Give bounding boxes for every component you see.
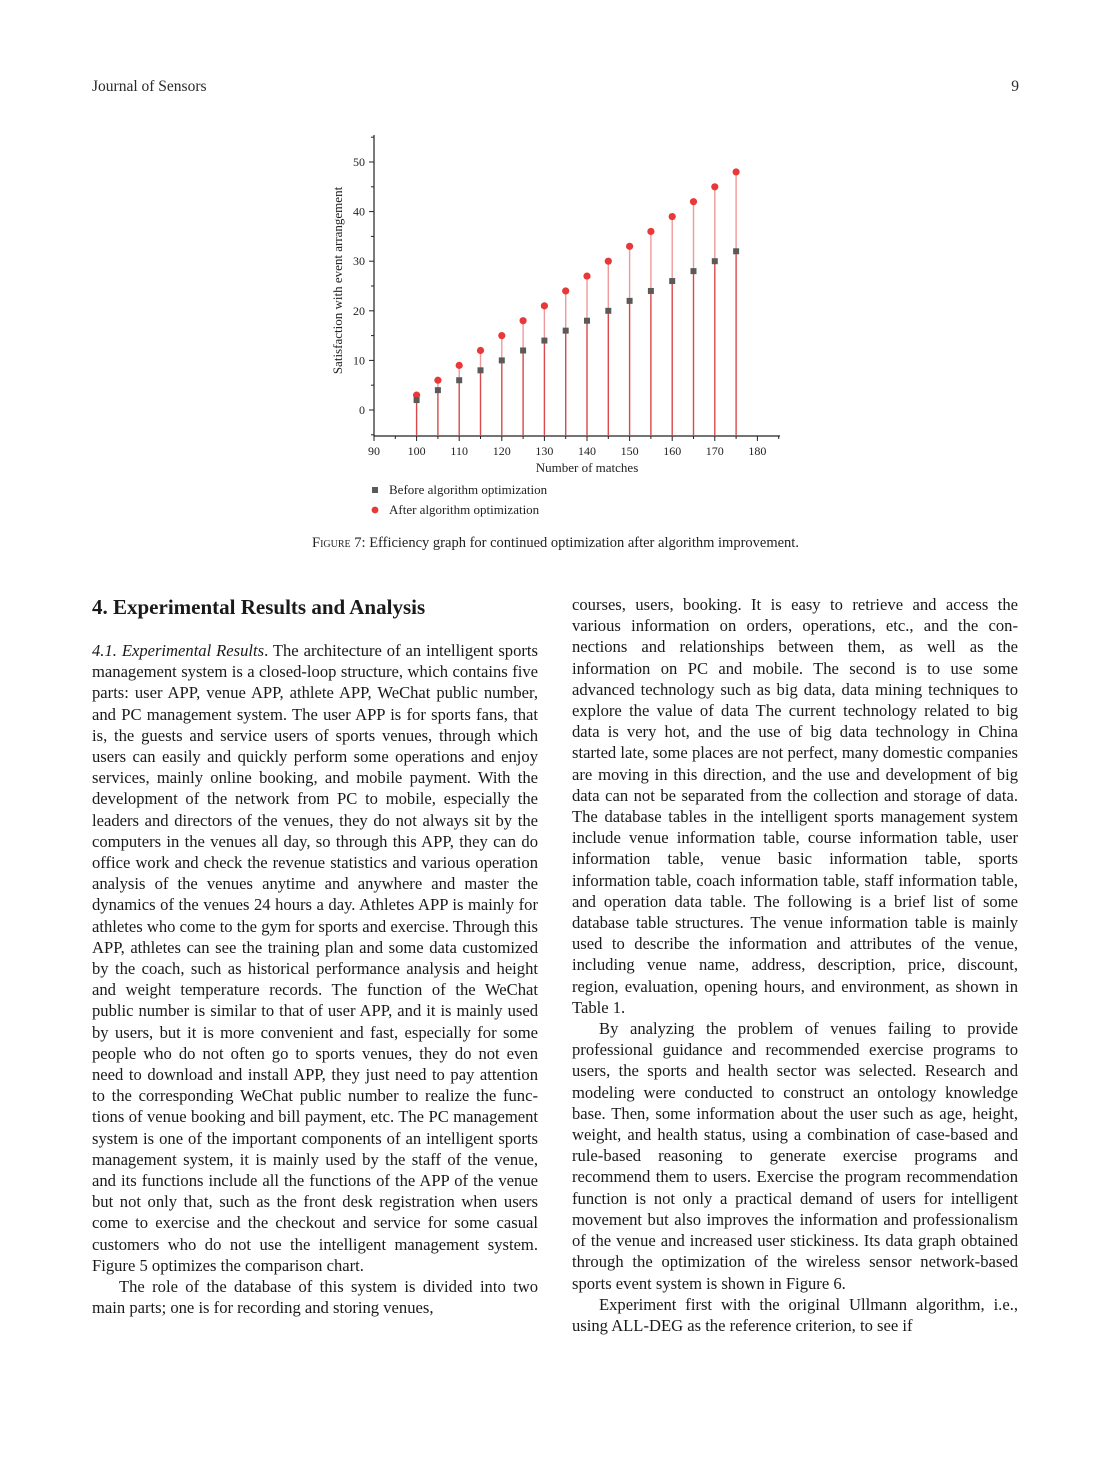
y-tick-label: 20: [353, 303, 365, 318]
x-tick-label: 110: [450, 444, 468, 458]
after-marker: [520, 317, 527, 324]
before-marker: [733, 248, 739, 254]
y-tick-label: 0: [359, 403, 365, 417]
after-marker: [541, 302, 548, 309]
y-axis-label: Satisfaction with event arrangement: [330, 186, 345, 375]
left-column: [92, 594, 538, 1319]
after-marker: [562, 287, 569, 294]
before-marker: [456, 377, 462, 383]
section-title: 4. Experimental Results and Analysis: [92, 595, 426, 619]
after-marker: [626, 243, 633, 250]
after-marker: [583, 272, 590, 279]
figure-caption: [92, 535, 1019, 552]
after-marker: [711, 183, 718, 190]
before-marker: [584, 318, 590, 324]
after-marker: [434, 377, 441, 384]
before-marker: [605, 308, 611, 314]
figure-label: Figure 7:: [312, 535, 366, 551]
legend-circle-icon: [372, 507, 379, 514]
y-tick-label: 40: [353, 204, 365, 219]
before-marker: [712, 258, 718, 264]
legend-after-label: After algorithm optimization: [389, 502, 540, 517]
after-marker: [605, 258, 612, 265]
paragraph: [92, 640, 538, 1276]
before-marker: [669, 278, 675, 284]
y-tick-label: 30: [353, 254, 365, 269]
journal-title: Journal of Sensors: [92, 78, 207, 95]
before-marker: [478, 367, 484, 373]
right-column: [572, 594, 1018, 1336]
running-head: [92, 78, 1019, 100]
legend-square-icon: [372, 487, 378, 493]
paragraph-text: . The architecture of an intelligent sports management system is a closed-loop structure, which contains five parts: user APP, venue APP, athlete APP, WeChat public number, and PC management system. The user APP is for sports fans, that is, the guests and service users of sports venues, through which users can easily and quickly perform some operations and enjoy services, mainly online booking, and mobile payment. With the development of the network from PC to mobile, especially the leaders and directors of the venues, they do not always sit by the computers in the venues all day, so through this APP, they can do office work and check the revenue statistics and various operation analysis of the venues anytime and anywhere and master the dynamics of the venues 24 hours a day. Athletes APP is mainly for athletes who come to the gym for sports and exercise. Through this APP, athletes can see the training plan and some data customized by the coach, such as historical performance analysis and height and weight temperature records. The function of the WeChat public number is similar to that of user APP, and it is mainly used by users, but it is more convenient and fast, especially for some people who do not often go to sports venues, they do not even need to download and install APP, they just need to pay attention to the corresponding WeChat public number to realize the functions of venue booking and bill payment, etc. The PC management system is one of the important components of an intelligent sports management system, it is mainly used by the staff of the venue, and its functions include all the functions of the APP of the venue but not only that, such as the front desk registration when users come to exercise and the checkout and service for some casual customers who do not use the intelligent management system. Figure 5 optimizes the comparison chart.: [92, 641, 538, 1275]
paragraph: courses, users, booking. It is easy to retrieve and access the various information on orders, operations, etc., and the connections and relationships between them, as well as the information on PC and mobile. The second is to use some advanced technology such as big data, data mining techniques to explore the value of data The current technology related to big data is very hot, and the use of big data technology in China started late, some places are not perfect, many domestic companies are moving in this direction, and the use and development of big data can not be separated from the collection and storage of data. The database tables in the intelligent sports management system include venue information table, course information table, user information table, venue basic information table, sports information table, coach information table, staff information table, and operation data table. The following is a brief list of some database table structures. The venue information table is mainly used to describe the information and attributes of the venue, including venue name, address, description, price, discount, region, evaluation, opening hours, and environment, as shown in Table 1.: [572, 595, 1018, 1017]
y-tick-label: 10: [353, 353, 365, 368]
legend-before-label: Before algorithm optimization: [389, 482, 548, 497]
before-marker: [541, 338, 547, 344]
after-marker: [498, 332, 505, 339]
before-marker: [435, 387, 441, 393]
paragraph: Experiment first with the original Ullmann algorithm, i.e., using ALL-DEG as the reference criterion, to see if: [572, 1294, 1018, 1335]
before-marker: [499, 357, 505, 363]
before-marker: [627, 298, 633, 304]
after-marker: [477, 347, 484, 354]
x-tick-label: 150: [620, 444, 639, 458]
before-marker: [563, 328, 569, 334]
after-marker: [669, 213, 676, 220]
figure-7: [320, 130, 800, 530]
stem-chart: [320, 130, 800, 530]
x-tick-label: 90: [368, 444, 380, 458]
before-marker: [691, 268, 697, 274]
paragraph: By analyzing the problem of venues failing to provide professional guidance and recommended exercise programs to users, the sports and health sector was selected. Research and modeling were conducted to construct an ontology knowledge base. Then, some information about the user such as age, height, weight, and health status, using a combination of case-based and rule-based reasoning to generate exercise programs and recommend them to users. Exercise the program recommendation function is not only a practical demand of users for intelligent movement but also improves the information and professionalism of the venue and increased user stickiness. Its data graph obtained through the optimization of the wireless sensor network-based sports event system is shown in Figure 6.: [572, 1019, 1018, 1293]
x-tick-label: 160: [663, 444, 682, 458]
x-axis-label: Number of matches: [535, 460, 639, 475]
after-marker: [690, 198, 697, 205]
x-tick-label: 120: [492, 444, 511, 458]
x-tick-label: 100: [407, 444, 426, 458]
after-marker: [647, 228, 654, 235]
before-marker: [648, 288, 654, 294]
after-marker: [456, 362, 463, 369]
x-tick-label: 130: [535, 444, 554, 458]
before-marker: [414, 397, 420, 403]
x-tick-label: 140: [578, 444, 596, 458]
page-number: 9: [1011, 78, 1019, 95]
after-marker: [733, 168, 740, 175]
x-tick-label: 180: [748, 444, 767, 458]
subsection-label: 4.1. Experimental Results: [92, 641, 265, 660]
paragraph: The role of the database of this system is divided into two main parts; one is for recording and storing venues,: [92, 1277, 538, 1318]
before-marker: [520, 347, 526, 353]
x-tick-label: 170: [705, 444, 724, 458]
y-tick-label: 50: [353, 155, 365, 169]
figure-caption-text: Efficiency graph for continued optimization after algorithm improvement.: [365, 535, 799, 551]
